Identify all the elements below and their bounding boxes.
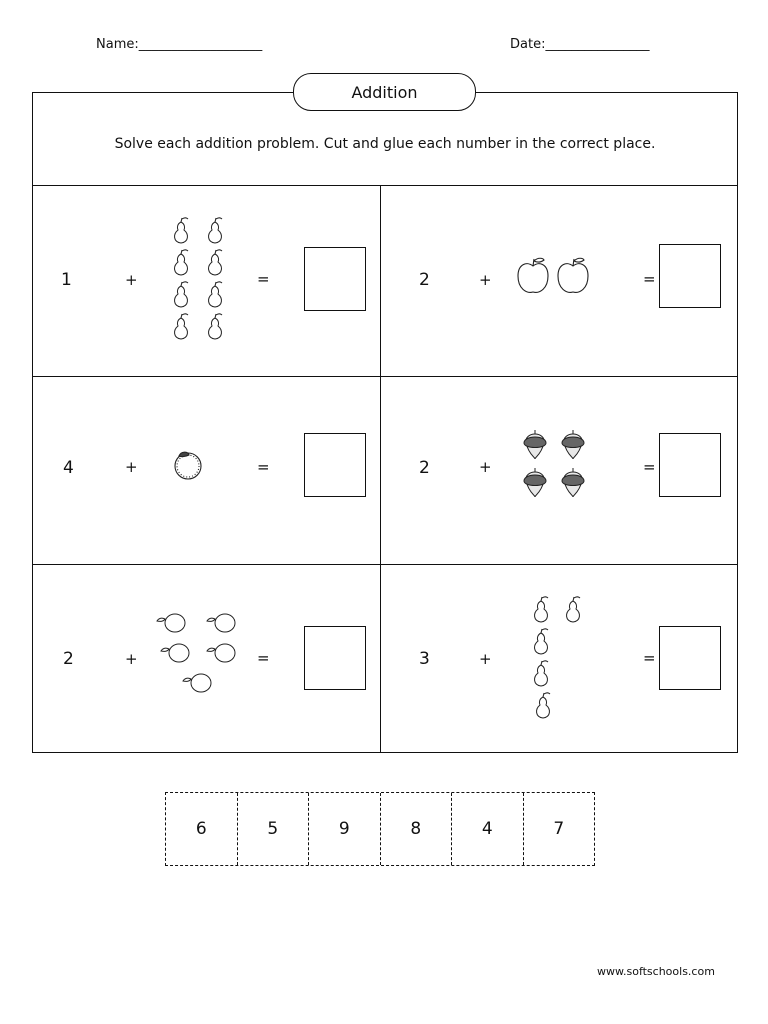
problem-4 [381,377,728,564]
cut-out-number[interactable]: 6 [166,793,238,865]
worksheet-grid [32,92,738,753]
equals-sign: = [643,649,656,667]
problem-1 [33,186,380,376]
addend-number: 3 [419,649,430,669]
problem-2 [381,186,728,376]
equals-sign: = [257,458,270,476]
pear-icon-group [163,216,233,346]
problem-6 [381,565,728,752]
cut-out-number-strip [165,792,595,866]
apple-icon [518,258,588,292]
plus-sign: + [479,458,492,476]
cut-out-number[interactable]: 4 [452,793,524,865]
addend-number: 1 [61,270,72,290]
acorn-icon-group [519,427,591,503]
answer-box[interactable] [304,626,366,690]
cut-out-number[interactable]: 7 [553,819,565,839]
answer-box[interactable] [304,247,366,311]
plus-sign: + [125,650,138,668]
worksheet-title: Addition [293,73,476,111]
answer-box[interactable] [659,244,721,308]
lemon-icon [157,614,235,692]
name-field-label: Name:___________________ [96,37,263,52]
addend-number: 2 [419,270,430,290]
addend-number: 4 [63,458,74,478]
addend-number: 2 [419,458,430,478]
problem-3 [33,377,380,564]
equals-sign: = [257,649,270,667]
pear-icon [535,597,580,718]
answer-box[interactable] [659,626,721,690]
equals-sign: = [257,270,270,288]
problem-5 [33,565,380,752]
equals-sign: = [643,458,656,476]
plus-sign: + [125,271,138,289]
answer-box[interactable] [659,433,721,497]
cut-out-number[interactable]: 5 [238,793,310,865]
website-credit: www.softschools.com [597,965,715,978]
apple-icon-group [513,256,593,298]
lemon-icon-group [155,609,245,709]
pear-icon [175,218,222,339]
cut-out-number[interactable]: 9 [309,793,381,865]
plus-sign: + [479,271,492,289]
date-field-label: Date:________________ [510,37,650,52]
equals-sign: = [643,270,656,288]
orange-icon [171,447,205,483]
instructions-text: Solve each addition problem. Cut and glue each number in the correct place. [114,136,656,152]
plus-sign: + [479,650,492,668]
acorn-icon [524,430,584,497]
addend-number: 2 [63,649,74,669]
plus-sign: + [125,458,138,476]
cut-out-number[interactable]: 8 [381,793,453,865]
pear-icon-group [529,595,599,725]
answer-box[interactable] [304,433,366,497]
